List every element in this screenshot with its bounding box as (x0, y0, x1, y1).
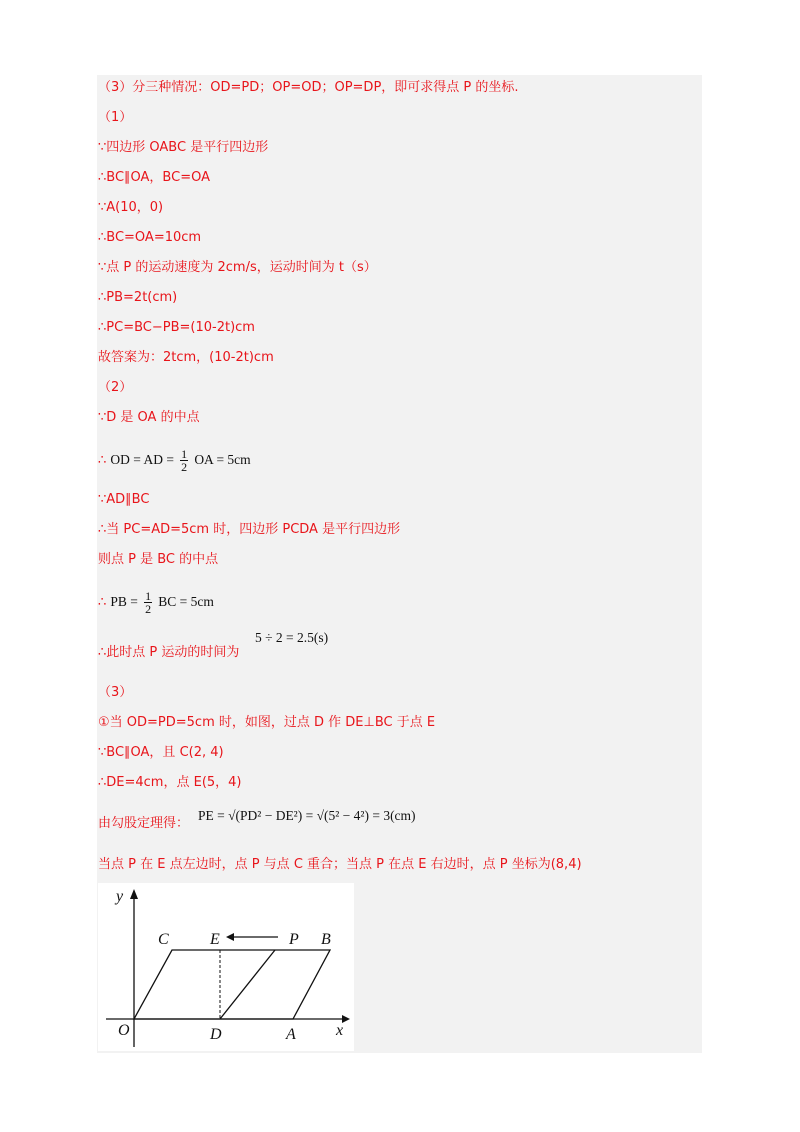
math-expr: PE = √(PD² − DE²) = √(5² − 4²) = 3(cm) (198, 808, 416, 823)
x-axis-arrow (342, 1015, 350, 1023)
math-expr: BC = 5cm (158, 594, 214, 609)
fraction-numerator: 1 (145, 589, 152, 603)
label-p: P (289, 931, 299, 948)
text-line: 故答案为：2tcm，(10-2t)cm (98, 350, 274, 365)
text-line: ∵AD∥BC (98, 492, 150, 507)
label-a: A (286, 1026, 296, 1043)
label-e: E (210, 931, 220, 948)
geometry-figure (98, 883, 354, 1051)
text-line: ∴此时点 P 运动的时间为 (98, 645, 240, 660)
math-expr: OD = AD = (110, 452, 175, 467)
therefore-symbol: ∴ (98, 595, 107, 610)
label-x: x (336, 1022, 344, 1039)
text-line: ∴当 PC=AD=5cm 时，四边形 PCDA 是平行四边形 (98, 522, 401, 537)
text-line: ∴PC=BC−PB=(10-2t)cm (98, 320, 255, 335)
text-line: ∴BC=OA=10cm (98, 230, 202, 245)
math-expr: OA = 5cm (194, 452, 251, 467)
fraction-denominator: 2 (181, 460, 188, 474)
text-line: （2） (98, 380, 133, 395)
equation-line (98, 448, 251, 473)
equation-line (98, 590, 214, 615)
label-c: C (158, 931, 169, 948)
text-line: ∵D 是 OA 的中点 (98, 410, 200, 425)
fraction (144, 590, 152, 615)
label-y: y (116, 888, 124, 905)
text-line: ∴BC∥OA，BC=OA (98, 170, 210, 185)
segment-dp (220, 950, 275, 1019)
fraction (180, 448, 188, 473)
label-o: O (118, 1022, 130, 1039)
y-axis-arrow (130, 889, 138, 899)
text-line: ∵点 P 的运动速度为 2cm/s，运动时间为 t（s） (98, 260, 377, 275)
parallelogram-oabc (134, 950, 330, 1019)
fraction-denominator: 2 (145, 602, 152, 616)
text-line: ∵BC∥OA，且 C(2, 4) (98, 745, 224, 760)
math-expr: 5 ÷ 2 = 2.5(s) (255, 630, 329, 645)
label-d: D (210, 1026, 222, 1043)
fraction-numerator: 1 (181, 447, 188, 461)
text-line: （3）分三种情况：OD=PD；OP=OD；OP=DP，即可求得点 P 的坐标. (98, 80, 519, 95)
text-line: ∴DE=4cm，点 E(5，4) (98, 775, 242, 790)
math-expr: PB = (110, 594, 138, 609)
text-line: ∵A(10，0) (98, 200, 164, 215)
text-line: （3） (98, 685, 133, 700)
text-line: （1） (98, 110, 133, 125)
label-b: B (321, 931, 331, 948)
text-line: ∵四边形 OABC 是平行四边形 (98, 140, 269, 155)
text-line: ①当 OD=PD=5cm 时，如图，过点 D 作 DE⊥BC 于点 E (98, 715, 436, 730)
text-line: 由勾股定理得： (98, 816, 190, 831)
motion-arrow-head (226, 933, 234, 941)
text-line: 则点 P 是 BC 的中点 (98, 552, 219, 567)
figure-svg (98, 883, 354, 1051)
text-line: 当点 P 在 E 点左边时，点 P 与点 C 重合；当点 P 在点 E 右边时，点 P 坐标为(8,4) (98, 857, 582, 872)
therefore-symbol: ∴ (98, 453, 107, 468)
text-line: ∴PB=2t(cm) (98, 290, 178, 305)
